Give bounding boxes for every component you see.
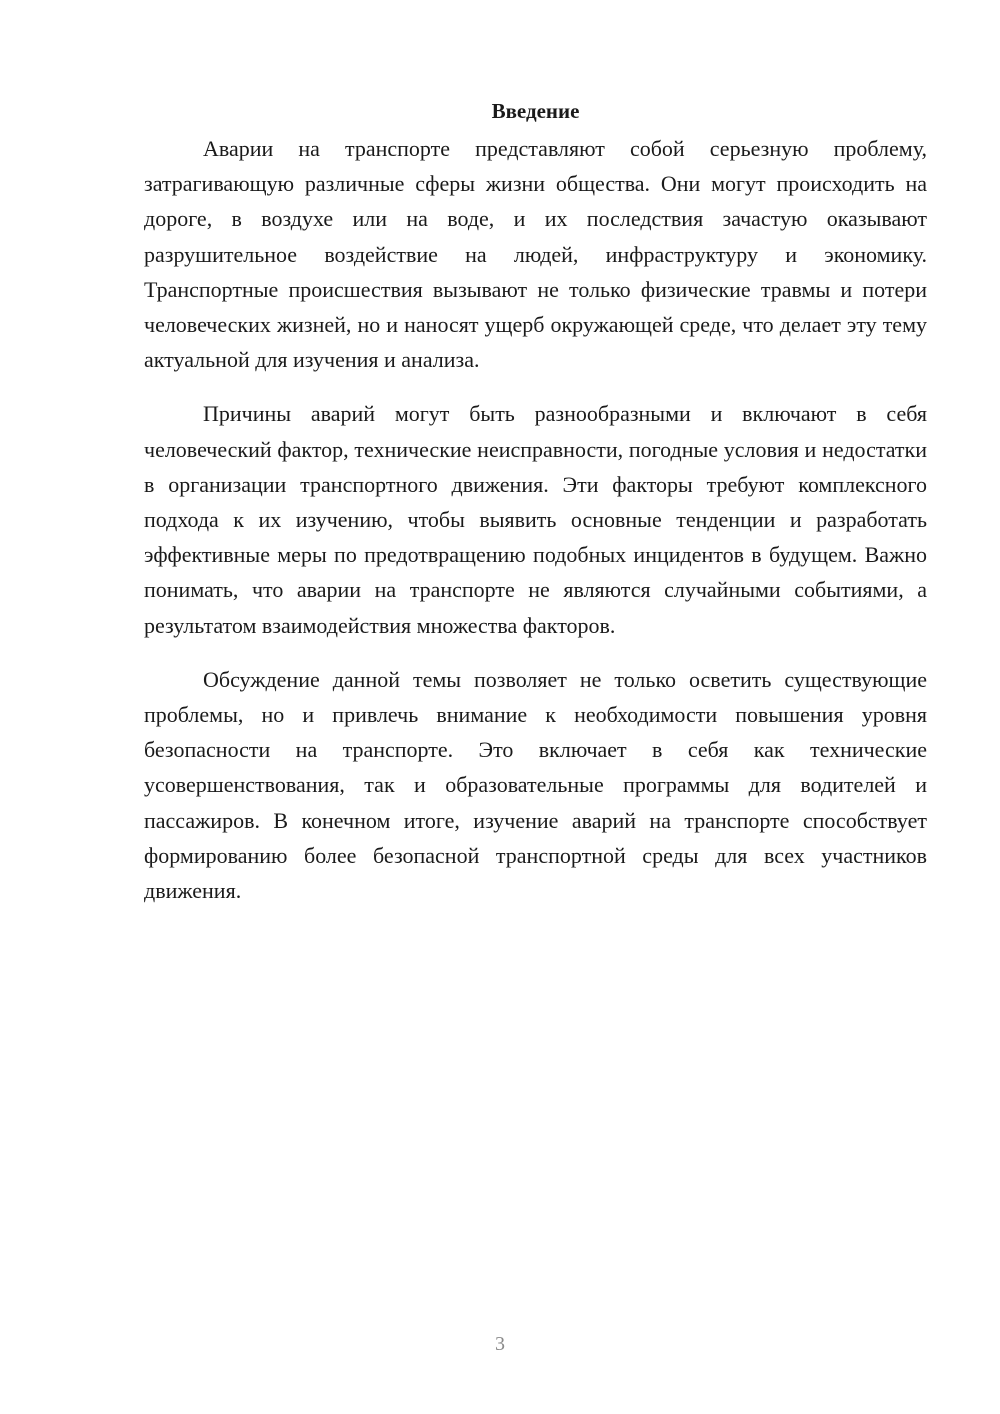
page-number: 3	[495, 1333, 505, 1355]
paragraph-2: Причины аварий могут быть разнообразными и включают в себя человеческий фактор, технические неисправности, погодные условия и недостатки в организации транспортного движения. Эти факторы требуют комплексного подхода к их изучению, чтобы выявить основные тенденции и разработать эффективные меры по предотвращению подобных инцидентов в будущем. Важно понимать, что аварии на транспорте не являются случайными событиями, а результатом взаимодействия множества факторов.	[144, 401, 927, 638]
paragraph-1: Аварии на транспорте представляют собой серьезную проблему, затрагивающую различные сферы жизни общества. Они могут происходить на дороге, в воздухе или на воде, и их последствия зачастую оказывают разрушительное воздействие на людей, инфраструктуру и экономику. Транспортные происшествия вызывают не только физические травмы и потери человеческих жизней, но и наносят ущерб окружающей среде, что делает эту тему актуальной для изучения и анализа.	[144, 136, 927, 373]
document-page	[144, 96, 927, 927]
paragraph-3: Обсуждение данной темы позволяет не только осветить существующие проблемы, но и привлечь внимание к необходимости повышения уровня безопасности на транспорте. Это включает в себя как технические усовершенствования, так и образовательные программы для водителей и пассажиров. В конечном итоге, изучение аварий на транспорте способствует формированию более безопасной транспортной среды для всех участников движения.	[144, 666, 927, 904]
section-heading: Введение	[491, 99, 580, 123]
